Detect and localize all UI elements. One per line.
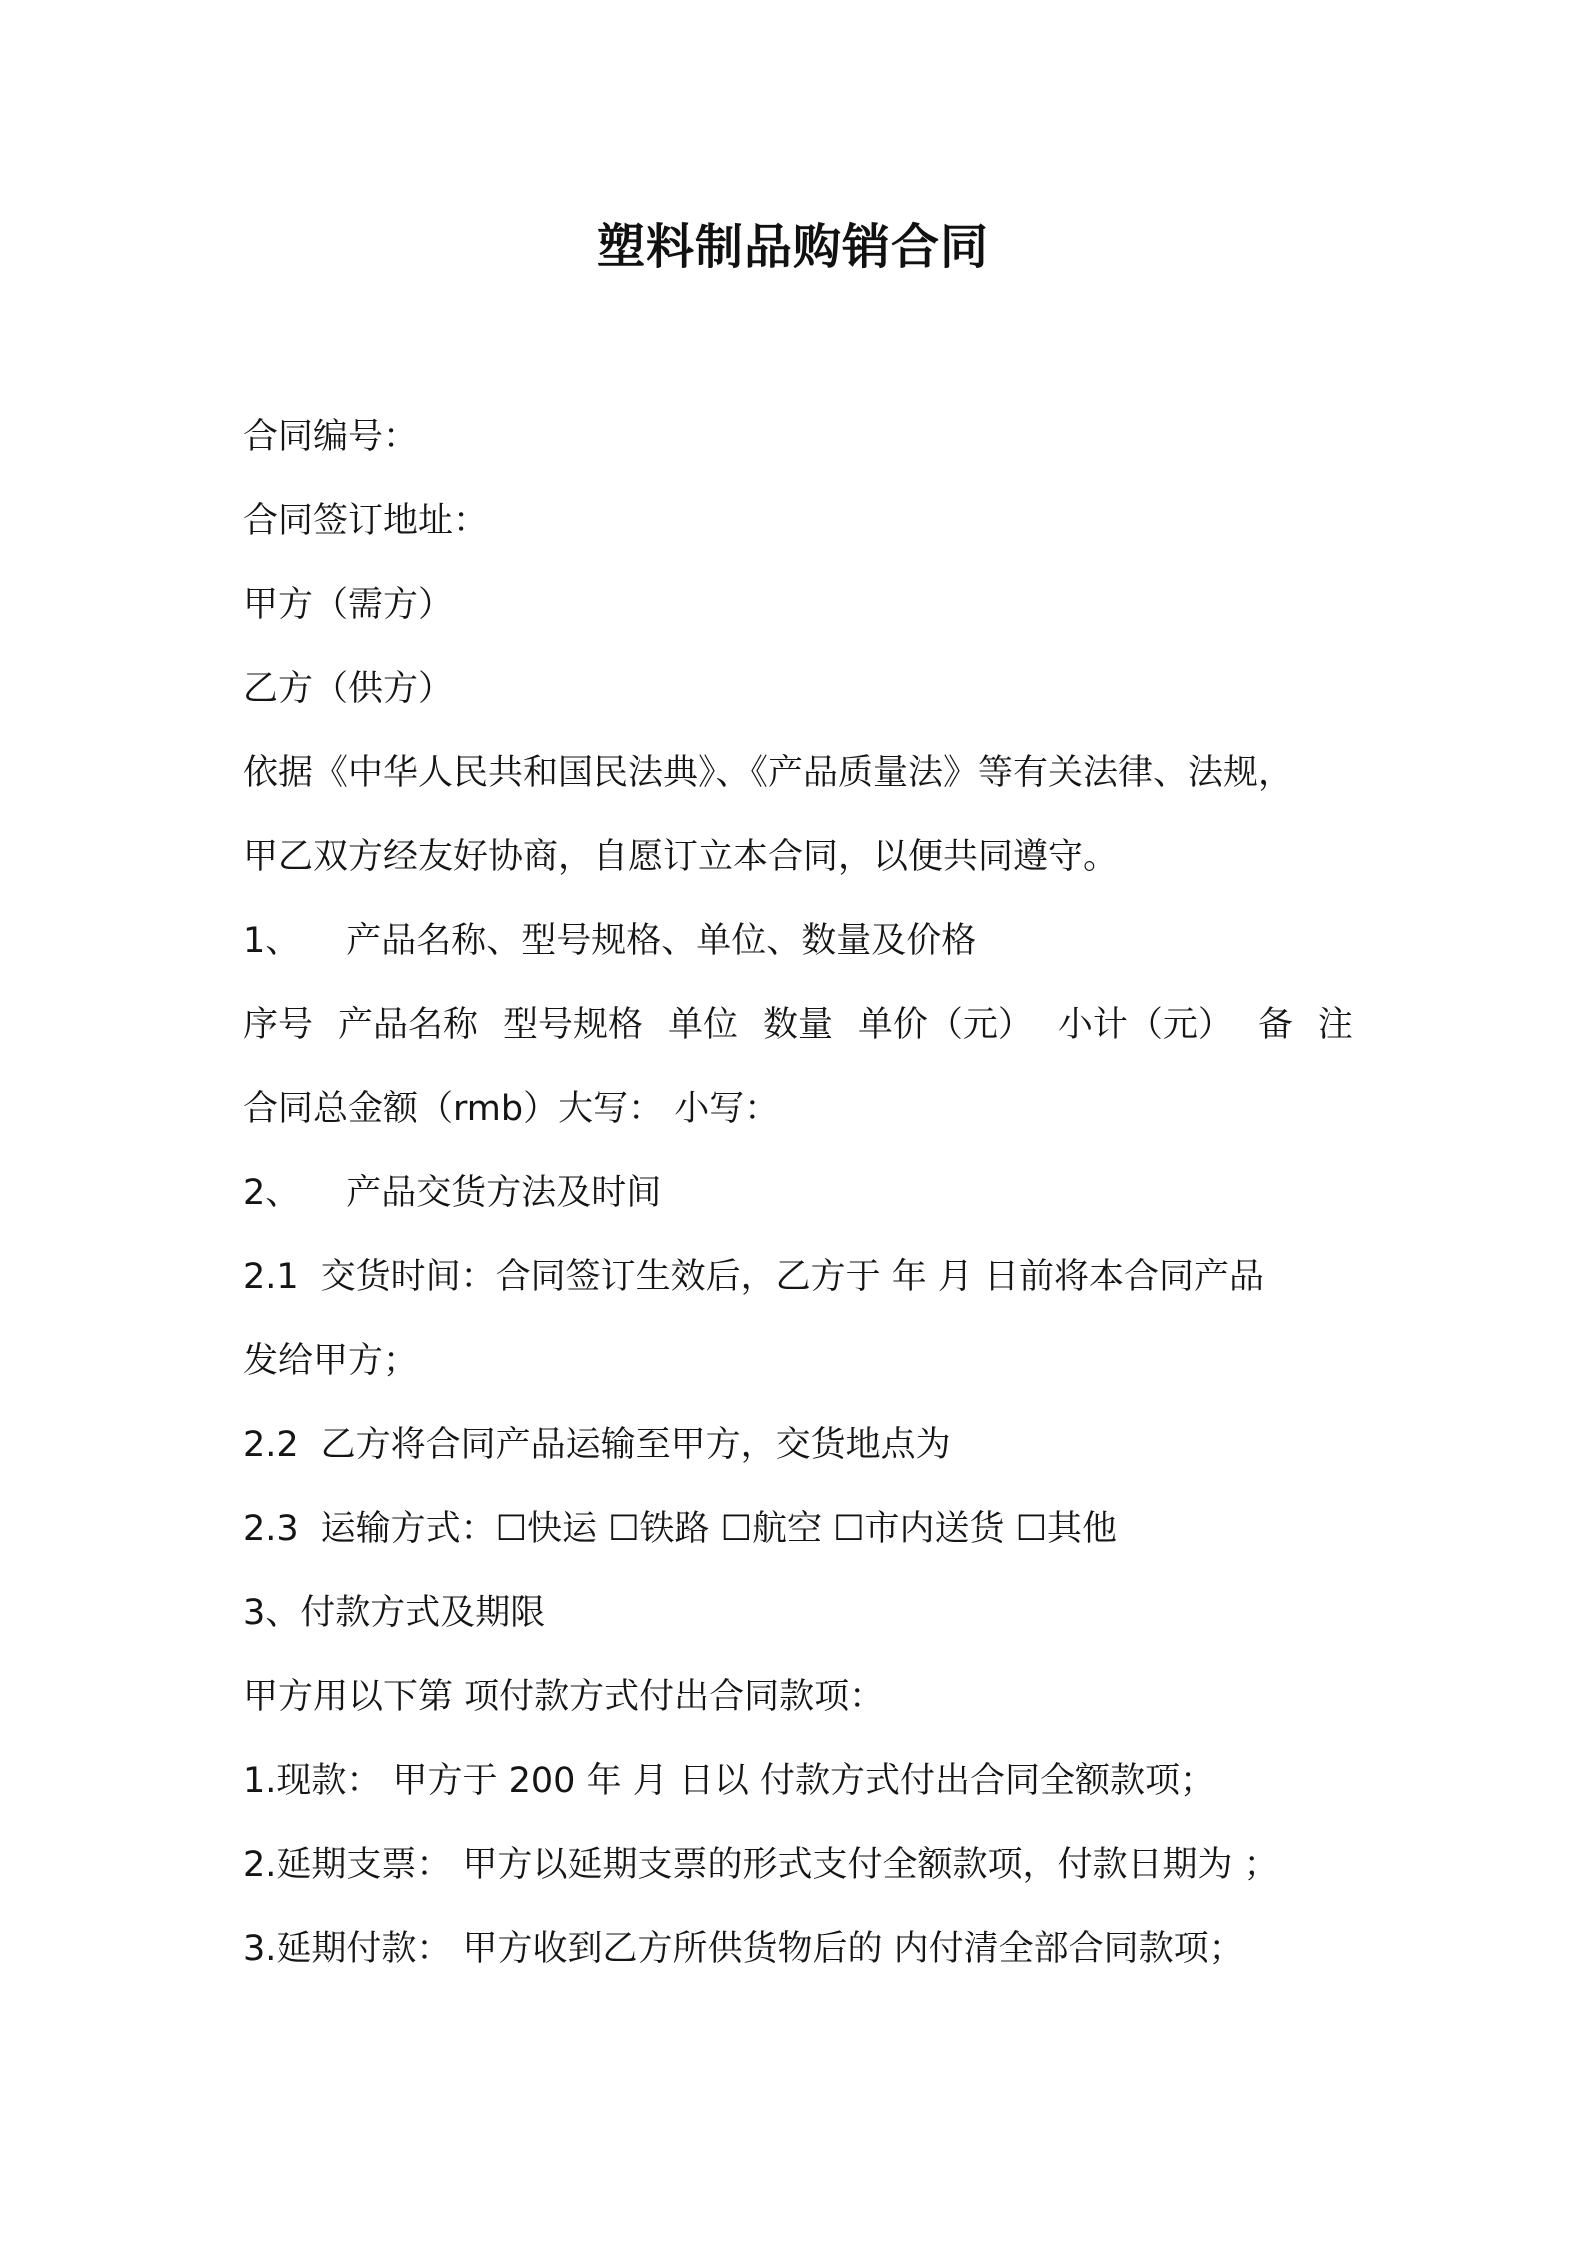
table-header-cell: 产品名称 (337, 1005, 478, 1045)
section-2-heading (243, 1168, 661, 1218)
clause-2-2 (243, 1420, 951, 1470)
section-2-title: 产品交货方法及时间 (346, 1173, 662, 1213)
clause-2-3-number: 2.3 (243, 1509, 299, 1549)
intro-line-1: 依据《中华人民共和国民法典》、《产品质量法》等有关法律、法规， (243, 753, 1294, 793)
table-header-cell: 数量 (762, 1005, 833, 1045)
clause-2-1-line-1 (243, 1252, 1264, 1302)
payment-option-deferred-payment: 3.延期付款： 甲方收到乙方所供货物后的 内付清全部合同款项； (243, 1929, 1244, 1969)
table-header-cell: 序号 (243, 1005, 314, 1045)
table-header-cell: 小计（元） (1057, 1005, 1233, 1045)
document-title: 塑料制品购销合同 (596, 219, 989, 275)
payment-option-deferred-check: 2.延期支票： 甲方以延期支票的形式支付全额款项，付款日期为 ； (243, 1845, 1279, 1885)
party-a-label: 甲方（需方） (243, 585, 454, 625)
clause-2-3 (243, 1504, 1117, 1554)
table-header-cell: 注 (1317, 1005, 1353, 1045)
clause-2-1-text: 交货时间：合同签订生效后，乙方于 年 月 日前将本合同产品 (320, 1257, 1265, 1297)
clause-2-2-number: 2.2 (243, 1425, 299, 1465)
section-2-number: 2、 (243, 1173, 301, 1213)
table-header-cell: 单位 (667, 1005, 738, 1045)
product-table-header (243, 1000, 1353, 1050)
total-amount-line: 合同总金额（rmb）大写： 小写： (243, 1089, 780, 1129)
clause-2-2-text: 乙方将合同产品运输至甲方，交货地点为 (320, 1425, 951, 1465)
section-1-heading (243, 916, 976, 966)
table-header-cell: 备 (1257, 1005, 1293, 1045)
clause-2-1-number: 2.1 (243, 1257, 299, 1297)
intro-line-2: 甲乙双方经友好协商，自愿订立本合同，以便共同遵守。 (243, 837, 1119, 877)
section-1-number: 1、 (243, 921, 301, 961)
clause-2-1-line-2: 发给甲方； (243, 1341, 419, 1381)
party-b-label: 乙方（供方） (243, 669, 454, 709)
payment-intro: 甲方用以下第 项付款方式付出合同款项： (243, 1677, 885, 1717)
table-header-cell: 单价（元） (857, 1005, 1033, 1045)
section-1-title: 产品名称、型号规格、单位、数量及价格 (346, 921, 977, 961)
payment-option-cash: 1.现款： 甲方于 200 年 月 日以 付款方式付出合同全额款项； (243, 1761, 1215, 1801)
sign-address-label: 合同签订地址： (243, 501, 489, 541)
table-header-cell: 型号规格 (502, 1005, 643, 1045)
section-3-heading: 3、付款方式及期限 (243, 1593, 546, 1633)
transport-options: 运输方式：☐快运 ☐铁路 ☐航空 ☐市内送货 ☐其他 (320, 1509, 1118, 1549)
contract-number-label: 合同编号： (243, 417, 419, 457)
